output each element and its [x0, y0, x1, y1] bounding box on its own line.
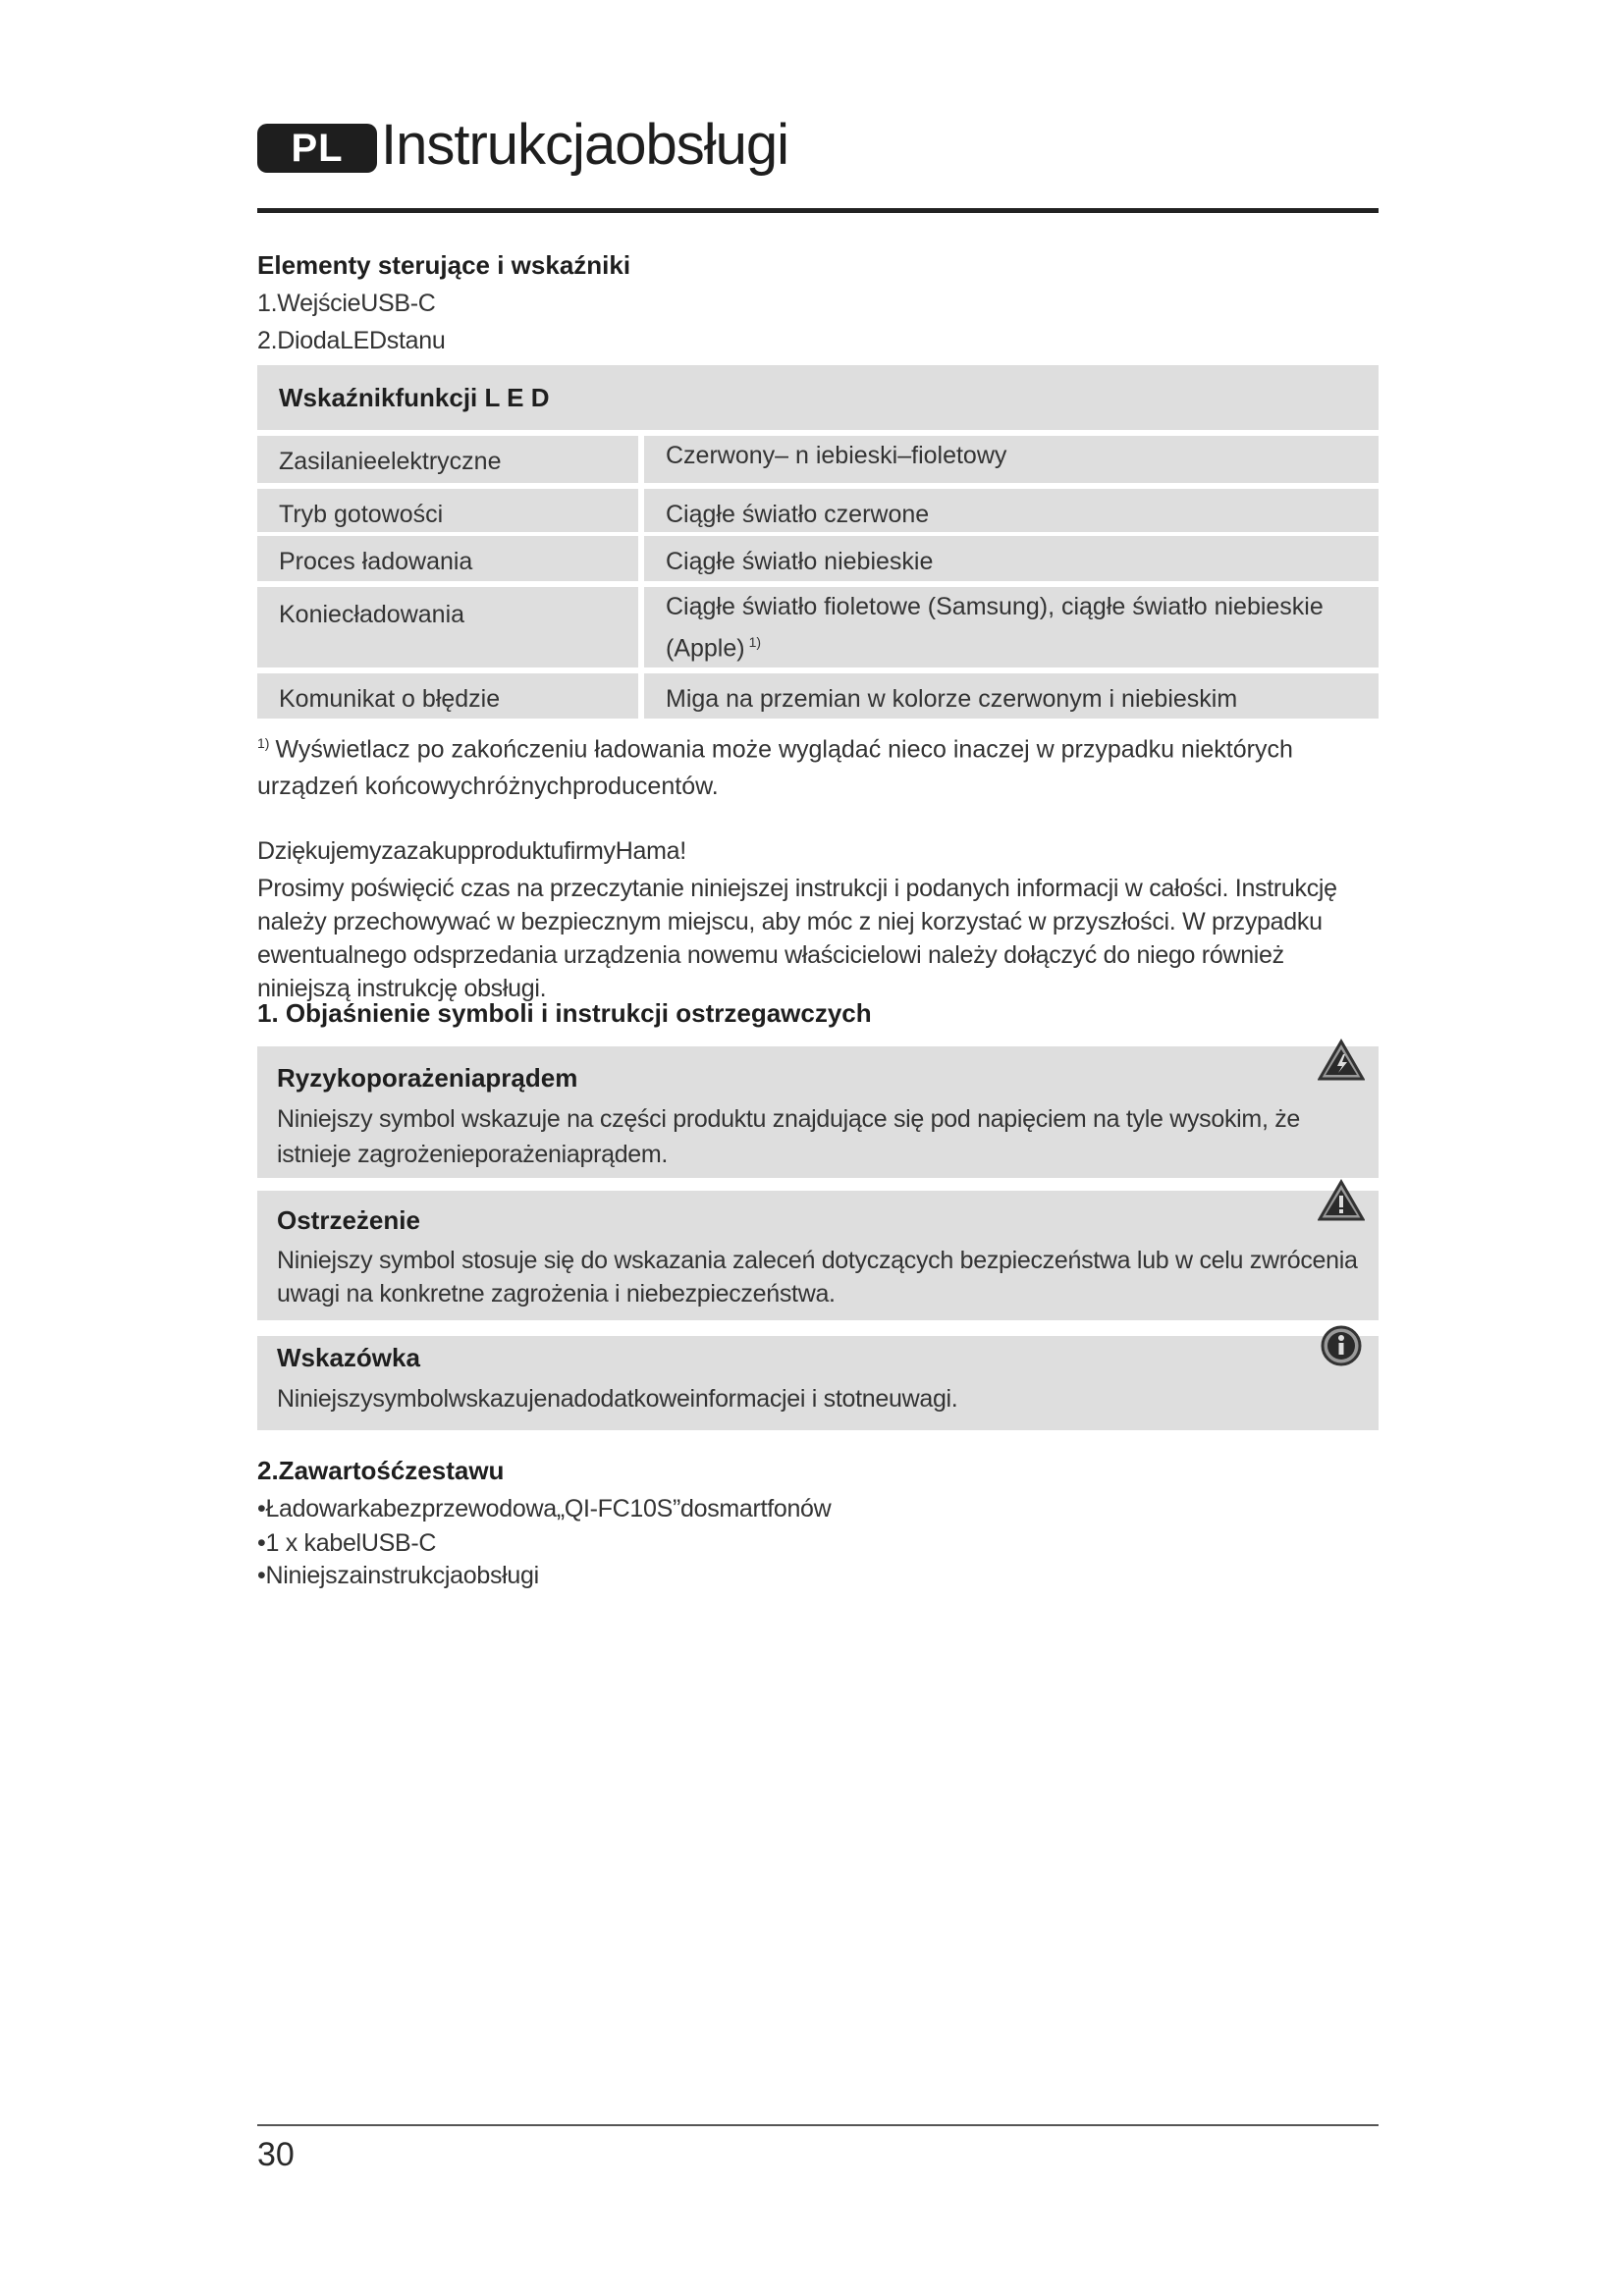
footnote-marker: 1): [748, 634, 762, 650]
page-header: [257, 113, 1379, 208]
box-title: Ostrzeżenie: [277, 1205, 420, 1235]
led-row-label: Tryb gotowości: [257, 489, 638, 532]
warning-icon: [1318, 1179, 1365, 1222]
led-row-label: Koniecładowania: [257, 587, 638, 667]
table-row: [257, 489, 1379, 532]
led-row-value: Czerwony– n iebieski–fioletowy: [644, 436, 1379, 483]
table-footnote: [257, 724, 1379, 805]
controls-item: 1.WejścieUSB-C: [257, 290, 436, 317]
section1-title: 1. Objaśnienie symboli i instrukcji ostrzegawczych: [257, 998, 872, 1028]
box-text: Niniejszy symbol wskazuje na części produktu znajdujące się pod napięciem na tyle wysokim, że istnieje zagrożenieporażeniaprądem.: [277, 1105, 1301, 1168]
led-row-value: Ciągłe światło czerwone: [644, 489, 1379, 532]
electric-shock-warning-icon: [1318, 1039, 1365, 1082]
list-item: •1 x kabelUSB-C: [257, 1529, 437, 1557]
controls-title: Elementy sterujące i wskaźniki: [257, 250, 631, 280]
language-badge: PL: [257, 124, 377, 173]
thanks-text: DziękujemyzazakupproduktufirmyHama!: [257, 837, 686, 865]
warning-box: [257, 1191, 1379, 1320]
controls-item: 2.DiodaLEDstanu: [257, 327, 446, 354]
box-text: Niniejszy symbol stosuje się do wskazania zaleceń dotyczących bezpieczeństwa lub w celu zwrócenia uwagi na konkretne zagrożenia i niebezpieczeństwa.: [277, 1247, 1358, 1308]
list-item: •Ładowarkabezprzewodowa„QI-FC10S”dosmartfonów: [257, 1495, 832, 1522]
shock-risk-box: [257, 1046, 1379, 1178]
list-item: •Niniejszainstrukcjaobsługi: [257, 1562, 539, 1589]
section2-title: 2.Zawartośćzestawu: [257, 1456, 505, 1485]
led-row-label: Zasilanieelektryczne: [257, 436, 638, 483]
page-title: Instrukcjaobsługi: [381, 113, 788, 177]
led-table-header: Wskaźnikfunkcji L E D: [257, 365, 1379, 430]
table-row: [257, 536, 1379, 581]
led-row-value: Ciągłe światło fioletowe (Samsung), ciągłe światło niebieskie (Apple) $^{1)}$: [644, 587, 1379, 667]
table-row: [257, 436, 1379, 483]
led-row-value: Ciągłe światło niebieskie: [644, 536, 1379, 581]
footnote-text: Wyświetlacz po zakończeniu ładowania może wyglądać nieco inaczej w przypadku niektórych urządzeń końcowychróżnychproducentów.: [257, 735, 1293, 801]
box-title: Ryzykoporażeniaprądem: [277, 1063, 578, 1093]
hint-box: [257, 1336, 1379, 1430]
led-row-label: Komunikat o błędzie: [257, 673, 638, 719]
footer-divider: [257, 2124, 1379, 2126]
led-row-label: Proces ładowania: [257, 536, 638, 581]
footnote-marker: 1): [257, 735, 270, 751]
box-title: Wskazówka: [277, 1343, 420, 1372]
box-text: Niniejszysymbolwskazujenadodatkoweinformacjei i stotneuwagi.: [277, 1385, 958, 1413]
info-icon: [1318, 1324, 1365, 1367]
table-row: [257, 673, 1379, 719]
header-divider: [257, 208, 1379, 213]
intro-paragraph: Prosimy poświęcić czas na przeczytanie niniejszej instrukcji i podanych informacji w całości. Instrukcję należy przechowywać w bezpiecznym miejscu, aby móc z niej korzystać w przyszłości. W przypadku ewentualnego odsprzedania urządzenia nowemu właścicielowi należy dołączyć do niego również niniejszą instrukcję obsługi.: [257, 875, 1337, 1002]
table-row: [257, 587, 1379, 667]
page-number: 30: [257, 2136, 295, 2173]
led-row-value: Miga na przemian w kolorze czerwonym i niebieskim: [644, 673, 1379, 719]
